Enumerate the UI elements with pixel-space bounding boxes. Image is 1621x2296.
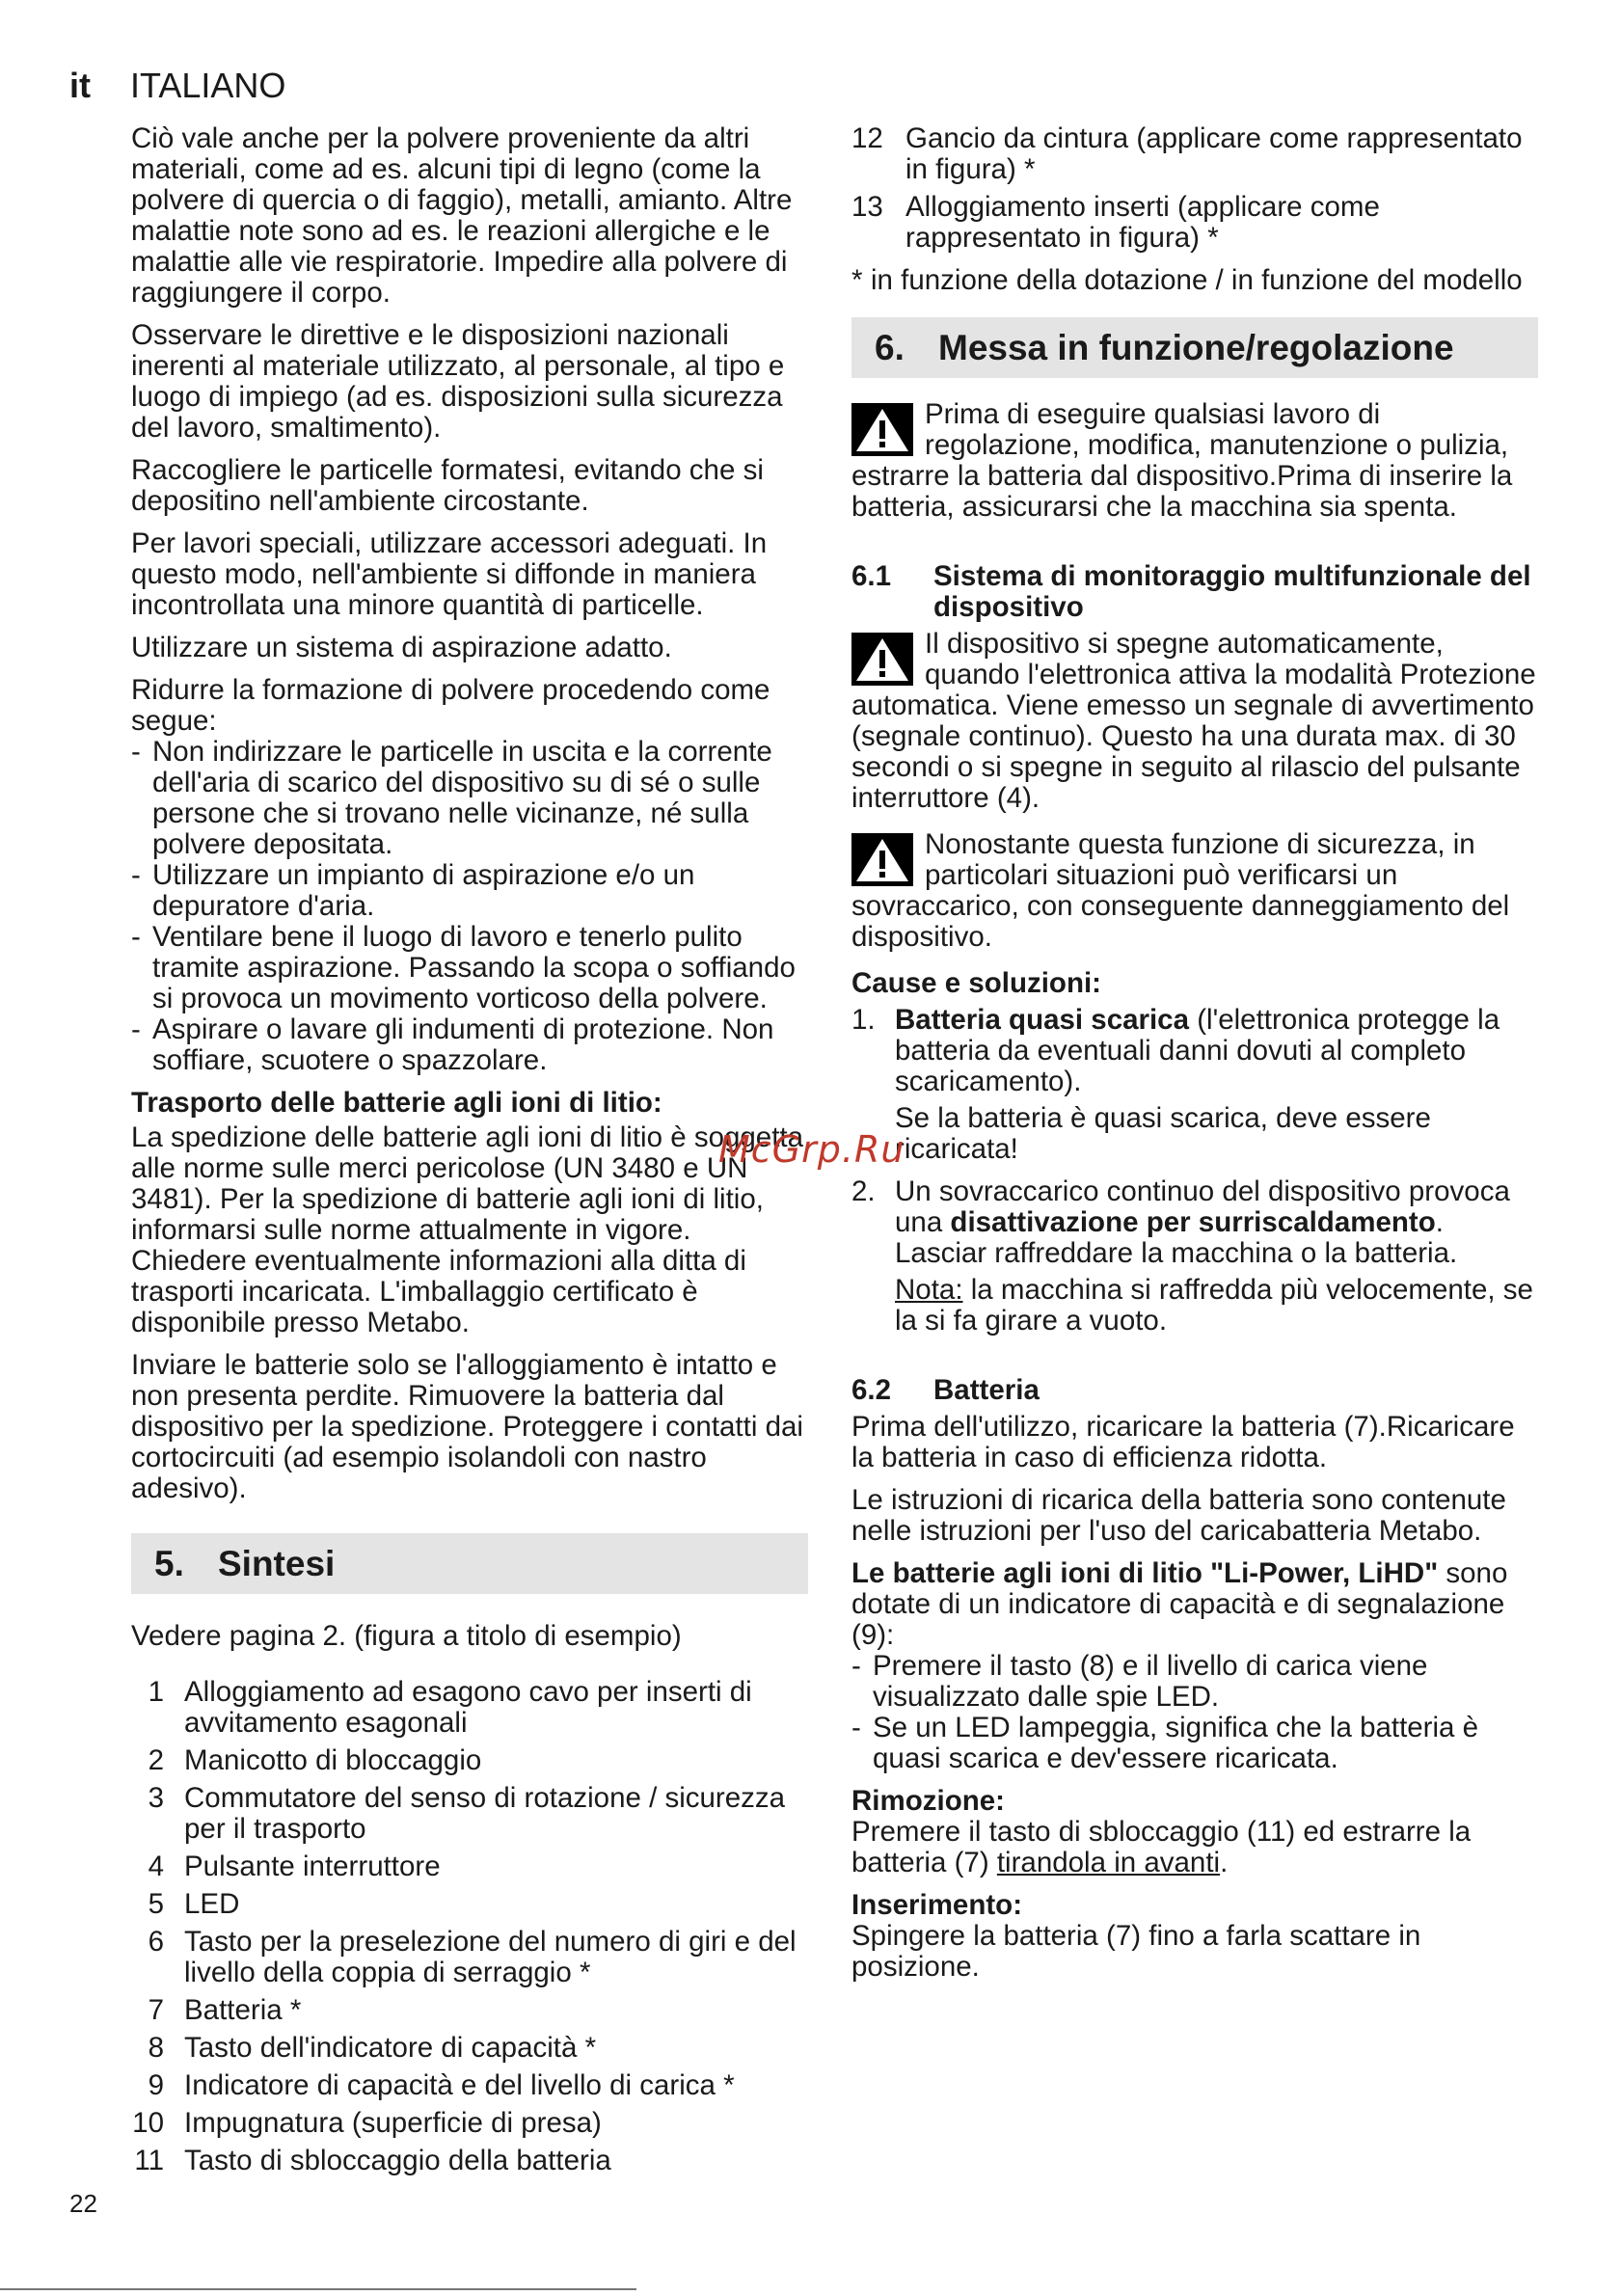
list-item: - Premere il tasto (8) e il livello di carica viene visualizzato dalle spie LED. [851,1651,1538,1713]
list-item: 5 LED [148,1888,240,1920]
list-item: - Aspirare o lavare gli indumenti di protezione. Non soffiare, scuotere o spazzolare. [131,1014,808,1076]
paragraph-extraction: Utilizzare un sistema di aspirazione adatto. [131,632,672,663]
list-item: - Se un LED lampeggia, significa che la batteria è quasi scarica e dev'essere ricaricata. [851,1713,1538,1774]
list-item: 7 Batteria * [148,1994,302,2026]
battery-indicator-list [851,1651,1538,1774]
list-item: 12 Gancio da cintura (applicare come rappresentato in figura) * [851,122,1523,185]
warning-icon [851,403,913,456]
warning-text: Prima di eseguire qualsiasi lavoro di regolazione, modifica, manutenzione o pulizia, estrarre la batteria dal dispositivo.Prima di inserire la batteria, assicurarsi che la macchina sia spenta. [851,398,1513,523]
section-title: Sintesi [218,1544,336,1583]
paragraph-shipping-conditions: Inviare le batterie solo se l'alloggiamento è intatto e non presenta perdite. Rimuovere la batteria dal dispositivo per la spedizione. Proteggere i contatti dai cortocircuiti (ad esempio isolandoli con nastro adesivo). [131,1349,803,1504]
page-number: 22 [69,2189,97,2218]
insertion-heading: Inserimento: [851,1889,1023,1921]
transport-heading: Trasporto delle batterie agli ioni di litio: [131,1087,662,1119]
list-item: 9 Indicatore di capacità e del livello di carica * [148,2069,735,2101]
warning-text: Il dispositivo si spegne automaticamente, quando l'elettronica attiva la modalità Protezione automatica. Viene emesso un segnale di avvertimento (segnale continuo). Questo ha una durata max. di 30 secondi o si spegne in seguito al rilascio del pulsante interruttore (4). [851,628,1536,814]
footnote: * in funzione della dotazione / in funzione del modello [851,264,1523,296]
causes-list [851,1005,1538,1337]
removal-text: Premere il tasto di sbloccaggio (11) ed estrarre la batteria (7) tirandola in avanti. [851,1816,1472,1878]
overview-intro: Vedere pagina 2. (figura a titolo di esempio) [131,1620,682,1652]
language-code: it [69,66,91,105]
section-number: 5. [154,1544,184,1583]
right-column [851,123,1538,1994]
paragraph-battery-instructions: Le istruzioni di ricarica della batteria sono contenute nelle istruzioni per l'uso del caricabatteria Metabo. [851,1484,1506,1547]
list-item: 11 Tasto di sbloccaggio della batteria [134,2145,611,2176]
list-item: - Non indirizzare le particelle in uscita e la corrente dell'aria di scarico del dispositivo su di sé o sulle persone che si trovano nelle vicinanze, né sulla polvere depositata. [131,737,808,860]
list-item: 8 Tasto dell'indicatore di capacità * [148,2032,597,2064]
warning-text: Nonostante questa funzione di sicurezza, in particolari situazioni può verificarsi un sovraccarico, con conseguente danneggiamento del dispositivo. [851,828,1510,953]
warning-icon [851,633,913,686]
insertion-text: Spingere la batteria (7) fino a farla scattare in posizione. [851,1920,1421,1983]
paragraph-special-work: Per lavori speciali, utilizzare accessori adeguati. In questo modo, nell'ambiente si diffonde in maniera incontrollata una minore quantità di particelle. [131,527,768,621]
list-item: 13 Alloggiamento inserti (applicare come rappresentato in figura) * [851,191,1380,254]
list-item: 1 Alloggiamento ad esagono cavo per inserti di avvitamento esagonali [148,1676,752,1739]
list-item: - Ventilare bene il luogo di lavoro e tenerlo pulito tramite aspirazione. Passando la scopa o soffiando si provoca un movimento vorticoso della polvere. [131,922,808,1014]
list-item: 3 Commutatore del senso di rotazione / sicurezza per il trasporto [148,1782,786,1845]
list-item: 10 Impugnatura (superficie di presa) [132,2107,602,2139]
section-6-heading [851,317,1538,378]
warning-icon [851,833,913,886]
paragraph-shipping-rules: La spedizione delle batterie agli ioni di litio è soggetta alle norme sulle merci pericolose (UN 3480 e UN 3481). Per la spedizione di batterie agli ioni di litio, informarsi sulle norme attualmente in vigore. Chiedere eventualmente informazioni alla ditta di trasporti incaricata. L'imballaggio certificato è disponibile presso Metabo. [131,1121,803,1338]
parts-list-right [851,123,1538,254]
left-column [131,123,808,2188]
paragraph-reduce-dust: Ridurre la formazione di polvere procedendo come segue: [131,674,770,737]
list-item: 2. Un sovraccarico continuo del dispositivo provoca una disattivazione per surriscaldamento. Lasciar raffreddare la macchina o la batteria. Nota: la macchina si raffredda più velocemente, se la si fa girare a vuoto. [851,1175,1533,1337]
note-label: Nota: [895,1274,963,1306]
list-item: 6 Tasto per la preselezione del numero di giri e del livello della coppia di serraggio * [148,1926,797,1988]
warning-block [851,629,1538,814]
subsection-6-1-heading: 6.1 Sistema di monitoraggio multifunzionale del dispositivo [851,560,1531,623]
removal-heading: Rimozione: [851,1785,1005,1817]
dust-reduction-list [131,737,808,1076]
paragraph-battery-charge: Prima dell'utilizzo, ricaricare la batteria (7).Ricaricare la batteria in caso di efficienza ridotta. [851,1411,1515,1473]
bottom-divider [0,2288,636,2290]
paragraph-collect-particles: Raccogliere le particelle formatesi, evitando che si depositino nell'ambiente circostante. [131,454,764,517]
section-5-heading [131,1533,808,1594]
list-item: - Utilizzare un impianto di aspirazione e/o un depuratore d'aria. [131,860,808,922]
paragraph-dust-materials: Ciò vale anche per la polvere proveniente da altri materiali, come ad es. alcuni tipi di legno (come la polvere di quercia o di faggio), metalli, amianto. Altre malattie note sono ad es. le reazioni allergiche e le malattie alle vie respiratorie. Impedire alla polvere di raggiungere il corpo. [131,122,793,309]
list-item: 4 Pulsante interruttore [148,1850,441,1882]
list-item: 1. Batteria quasi scarica (l'elettronica protegge la batteria da eventuali danni dovuti al completo scaricamento). Se la batteria è quasi scarica, deve essere ricaricata! [851,1004,1500,1165]
warning-block [851,399,1538,523]
subsection-6-2-heading: 6.2 Batteria [851,1374,1040,1406]
parts-list-left [131,1677,808,2176]
watermark: McGrp.Ru [718,1128,905,1171]
warning-block [851,829,1538,953]
language-name: ITALIANO [130,66,286,105]
paragraph-national-rules: Osservare le direttive e le disposizioni nazionali inerenti al materiale utilizzato, al personale, al tipo e luogo di impiego (ad es. disposizioni sulla sicurezza del lavoro, smaltimento). [131,319,785,444]
causes-heading: Cause e soluzioni: [851,967,1101,999]
section-title: Messa in funzione/regolazione [938,328,1454,367]
paragraph-lipower: Le batterie agli ioni di litio "Li-Power, LiHD" sono dotate di un indicatore di capacità e di segnalazione (9): [851,1557,1508,1651]
list-item: 2 Manicotto di bloccaggio [148,1744,482,1776]
section-number: 6. [875,328,905,367]
